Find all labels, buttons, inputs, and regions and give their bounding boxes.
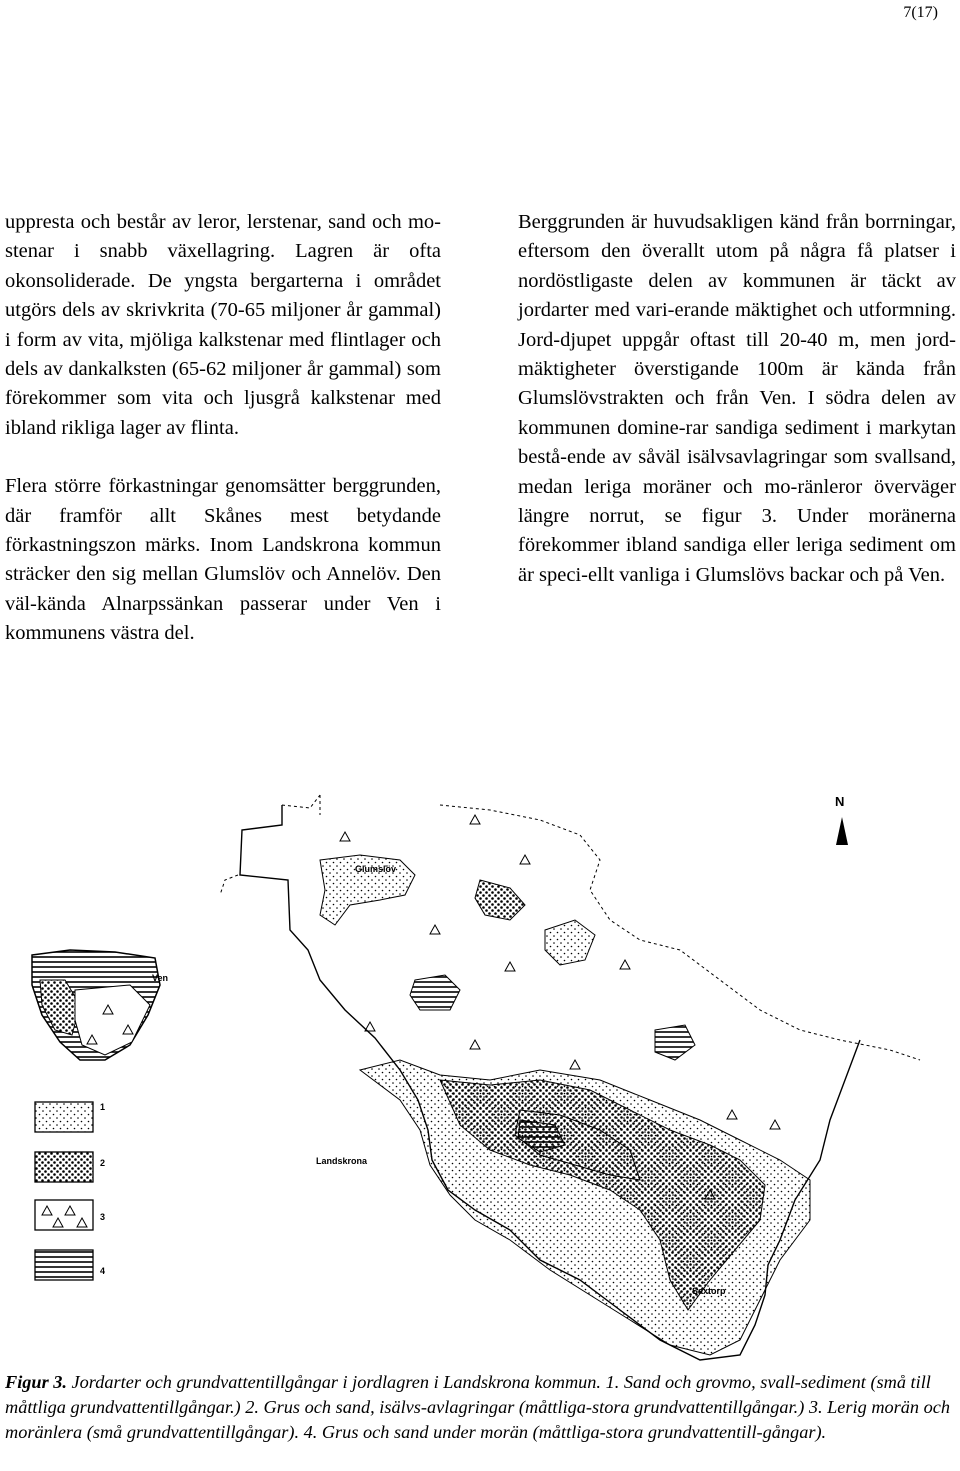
map-legend [35,1102,105,1280]
legend-num-1: 1 [100,1102,106,1112]
page-number: 7(17) [903,4,938,21]
map-border-east [440,805,920,1060]
caption-text: Jordarter och grundvattentillgångar i jordlagren i Landskrona kommun. 1. Sand och grovmo, svall-sediment (små till måttliga grundvattentillgångar.) 2. Grus och sand, isälvs-avlagringar (måttliga-stora grundvattentillgångar.) 3. Lerig morän och moränlera (små grundvattentillgångar). 4. Grus och sand under morän (måttliga-stora grundvattentill-gångar). [5,1372,951,1443]
right-column [518,208,956,590]
area-north-sand [545,920,595,965]
north-label: N [835,794,845,809]
legend-swatch-4 [35,1250,93,1280]
landskrona-label: Landskrona [316,1156,368,1166]
glumslov-label: Glumslöv [355,864,397,874]
saxtorp-label: Saxtorp [692,1286,726,1296]
area-lines-1 [410,975,460,1010]
left-paragraph-2: Flera större förkastningar genomsätter berggrunden, där framför allt Skånes mest betydande förkastningszon märks. Inom Landskrona kommun sträcker den sig mellan Glumslöv och Annelöv. Den väl-kända Alnarpssänkan passerar under Ven i kommunens västra del. [5,475,441,645]
legend-swatch-1 [35,1102,93,1132]
soil-map-figure [20,780,955,1370]
north-arrow-icon [836,817,848,845]
area-north-gravel [475,880,525,920]
area-lines-2 [655,1025,695,1060]
map-border-north [220,795,320,895]
left-column [5,208,441,649]
caption-label: Figur 3. [5,1372,67,1392]
figure-caption [5,1370,955,1446]
right-paragraph-1: Berggrunden är huvudsakligen känd från borrningar, eftersom den överallt utom på några få platser i nordöstligaste delen av kommunen är täckt av jordarter med vari-erande mäktighet och utformning. Jord-djupet uppgår oftast till 20-40 m, men jord-mäktigheter överstigande 100m är kända från Glumslövstrakten och från Ven. I södra delen av kommunen domine-rar sandiga sediment i markytan bestå-ende av såväl isälvsavlagringar som svallsand, medan leriga moräner och mo-ränleror överväger längre norrut, se figur 3. Under moränerna förekommer ibland sandiga eller leriga sediment om är speci-ellt vanliga i Glumslövs backar och på Ven. [518,211,956,586]
ven-label: Ven [152,973,169,983]
left-paragraph-1: uppresta och består av leror, lerstenar, sand och mo-stenar i snabb växellagring. Lagren är ofta okonsoliderade. De yngsta bergarterna i området utgörs dels av skrivkrita (70-65 miljoner år gammal) i form av vita, mjöliga kalkstenar med flintlager och dels av dankalksten (65-62 miljoner år gammal) som förekommer som vita och ljusgrå kalkstenar med ibland rikliga lager av flinta. [5,211,441,439]
legend-swatch-2 [35,1152,93,1182]
legend-num-4: 4 [100,1266,106,1276]
legend-num-3: 3 [100,1212,106,1222]
legend-num-2: 2 [100,1158,106,1168]
